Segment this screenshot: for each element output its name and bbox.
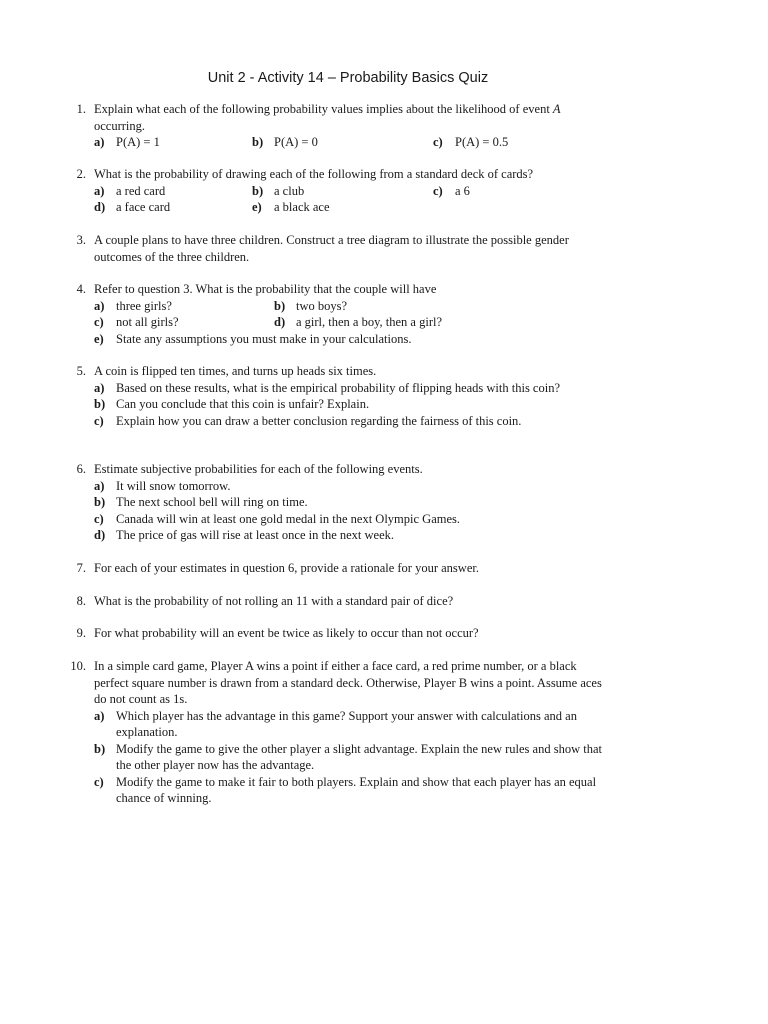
question-stem: Refer to question 3. What is the probability that the couple will have <box>94 282 437 296</box>
part-a: a) It will snow tomorrow. <box>94 478 231 493</box>
part-a: a) a red card <box>94 183 166 198</box>
part-a: a) three girls? <box>94 298 172 313</box>
question-number: 4. <box>76 282 86 296</box>
question-number: 8. <box>76 594 86 608</box>
question-stem: Explain what each of the following probability values implies about the likelihood of event A occurring. <box>94 102 561 133</box>
question-number: 6. <box>76 462 86 476</box>
question-stem: A couple plans to have three children. Construct a tree diagram to illustrate the possible gender outcomes of the three children. <box>94 233 569 264</box>
part-c: c) Modify the game to make it fair to both players. Explain and show that each player has an equal chance of winning. <box>94 774 597 805</box>
part-b: b) two boys? <box>274 298 348 313</box>
part-e: e) State any assumptions you must make in your calculations. <box>94 331 412 346</box>
question-1 <box>68 101 608 151</box>
part-c: c) Canada will win at least one gold medal in the next Olympic Games. <box>94 511 461 526</box>
part-c: c) Explain how you can draw a better conclusion regarding the fairness of this coin. <box>94 413 522 428</box>
question-3 <box>68 232 608 265</box>
question-stem: A coin is flipped ten times, and turns up heads six times. <box>94 364 377 378</box>
part-b: b) P(A) = 0 <box>252 135 318 149</box>
question-stem: What is the probability of drawing each of the following from a standard deck of cards? <box>94 167 534 181</box>
part-c: c) not all girls? <box>94 315 179 329</box>
part-a: a) Based on these results, what is the empirical probability of flipping heads with this coin? <box>94 380 561 395</box>
question-9 <box>68 625 608 642</box>
question-stem: Estimate subjective probabilities for each of the following events. <box>94 462 423 476</box>
part-b: b) Modify the game to give the other player a slight advantage. Explain the new rules and show that the other player now has the advantage. <box>94 741 602 772</box>
part-d: d) a girl, then a boy, then a girl? <box>274 315 443 329</box>
part-a: a) P(A) = 1 <box>94 135 160 149</box>
question-number: 5. <box>76 364 86 378</box>
part-c: c) a 6 <box>433 183 470 198</box>
part-a: a) Which player has the advantage in this game? Support your answer with calculations and an explanation. <box>94 708 577 739</box>
question-4 <box>68 281 608 347</box>
question-number: 1. <box>76 102 86 116</box>
question-6 <box>68 461 608 544</box>
part-c: c) P(A) = 0.5 <box>433 135 509 149</box>
question-10 <box>68 658 608 807</box>
question-number: 9. <box>76 626 86 640</box>
question-7 <box>68 560 608 577</box>
question-2 <box>68 166 608 216</box>
quiz-title: Unit 2 - Activity 14 – Probability Basics Quiz <box>207 70 489 86</box>
question-number: 2. <box>76 167 86 181</box>
question-number: 7. <box>76 561 86 575</box>
part-b: b) The next school bell will ring on time. <box>94 495 308 509</box>
question-5 <box>68 363 608 429</box>
question-stem: For each of your estimates in question 6, provide a rationale for your answer. <box>94 561 479 575</box>
part-d: d) The price of gas will rise at least once in the next week. <box>94 528 395 542</box>
question-stem: For what probability will an event be twice as likely to occur than not occur? <box>94 626 479 640</box>
part-b: b) a club <box>252 183 305 198</box>
question-number: 3. <box>76 233 86 247</box>
question-stem: In a simple card game, Player A wins a point if either a face card, a red prime number, or a black perfect square number is drawn from a standard deck. Otherwise, Player B wins a point. Assume aces do not count as 1s. <box>94 659 602 706</box>
part-d: d) a face card <box>94 200 171 214</box>
question-8 <box>68 593 608 610</box>
question-stem: What is the probability of not rolling an 11 with a standard pair of dice? <box>94 594 454 608</box>
part-e: e) a black ace <box>252 200 330 214</box>
question-number: 10. <box>70 659 86 673</box>
part-b: b) Can you conclude that this coin is unfair? Explain. <box>94 397 370 411</box>
